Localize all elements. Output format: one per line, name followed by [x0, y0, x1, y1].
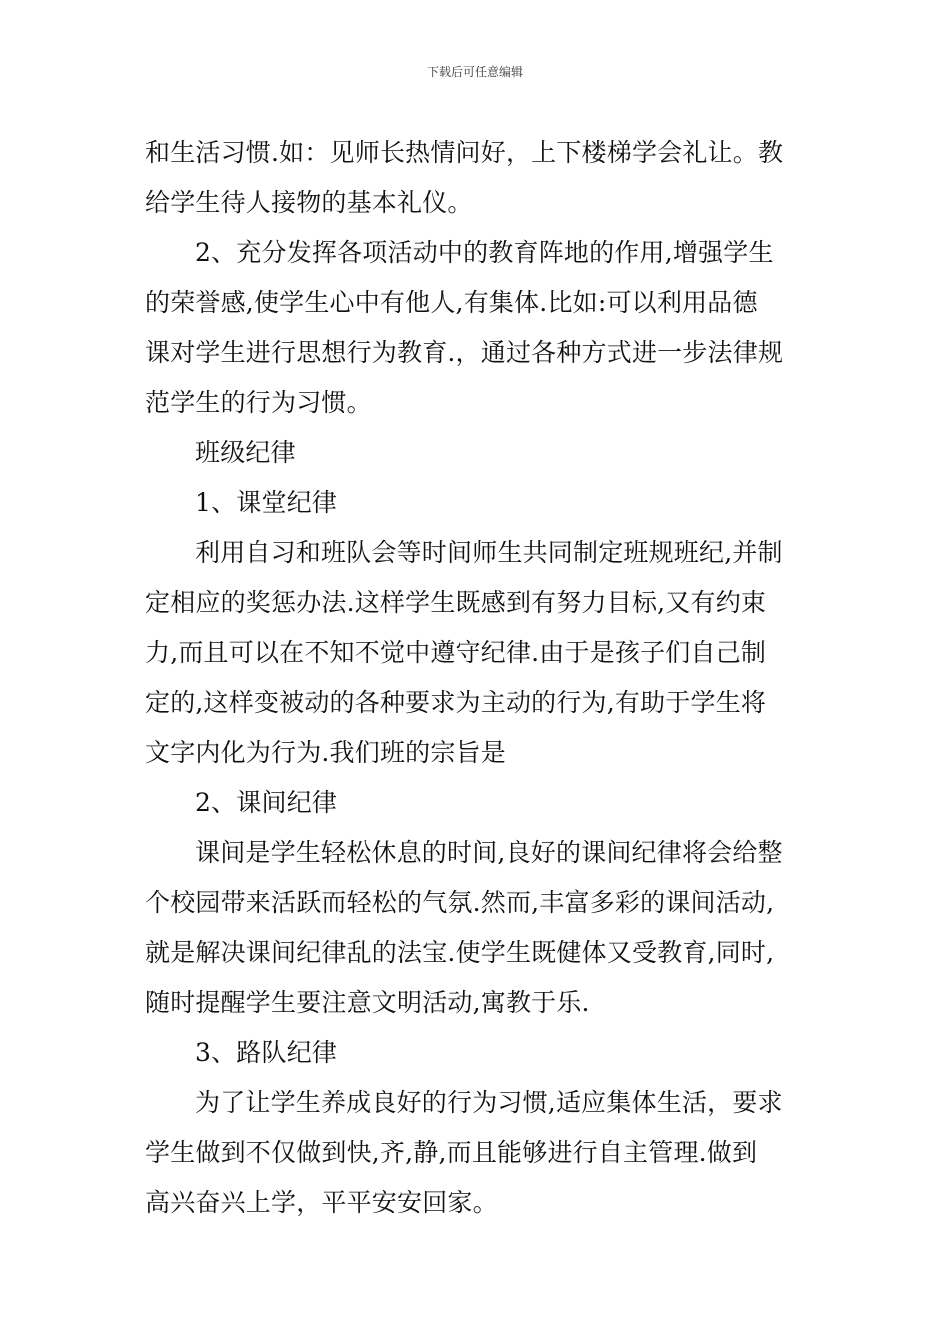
text-line: 就是解决课间纪律乱的法宝.使学生既健体又受教育,同时, — [145, 938, 775, 967]
page-header: 下载后可任意编辑 — [426, 65, 523, 79]
text-line: 范学生的行为习惯。 — [145, 388, 372, 417]
text-line: 的荣誉感,使学生心中有他人,有集体.比如:可以利用品德 — [145, 288, 758, 317]
text-line: 个校园带来活跃而轻松的气氛.然而,丰富多彩的课间活动, — [145, 888, 775, 917]
section-heading: 班级纪律 — [195, 438, 296, 467]
text-line: 文字内化为行为.我们班的宗旨是 — [145, 738, 506, 767]
text-line: 定的,这样变被动的各种要求为主动的行为,有助于学生将 — [145, 688, 767, 717]
paragraph-start-line: 利用自习和班队会等时间师生共同制定班规班纪,并制 — [195, 538, 783, 567]
subsection-heading: 1、课堂纪律 — [195, 488, 338, 517]
paragraph-start-line: 为了让学生养成良好的行为习惯,适应集体生活，要求 — [195, 1088, 783, 1117]
document-body — [145, 128, 810, 1228]
text-line: 随时提醒学生要注意文明活动,寓教于乐. — [145, 988, 590, 1017]
text-line: 和生活习惯.如：见师长热情问好，上下楼梯学会礼让。教 — [145, 138, 784, 167]
paragraph-start-line: 课间是学生轻松休息的时间,良好的课间纪律将会给整 — [195, 838, 783, 867]
text-line: 课对学生进行思想行为教育.，通过各种方式进一步法律规 — [145, 338, 784, 367]
text-line: 学生做到不仅做到快,齐,静,而且能够进行自主管理.做到 — [145, 1138, 758, 1167]
subsection-heading: 3、路队纪律 — [195, 1038, 338, 1067]
paragraph-start-line: 2、充分发挥各项活动中的教育阵地的作用,增强学生 — [195, 238, 774, 267]
text-line: 力,而且可以在不知不觉中遵守纪律.由于是孩子们自己制 — [145, 638, 767, 667]
text-line: 高兴奋兴上学，平平安安回家。 — [145, 1188, 498, 1217]
text-line: 定相应的奖惩办法.这样学生既感到有努力目标,又有约束 — [145, 588, 767, 617]
text-line: 给学生待人接物的基本礼仪。 — [145, 188, 473, 217]
subsection-heading: 2、课间纪律 — [195, 788, 338, 817]
